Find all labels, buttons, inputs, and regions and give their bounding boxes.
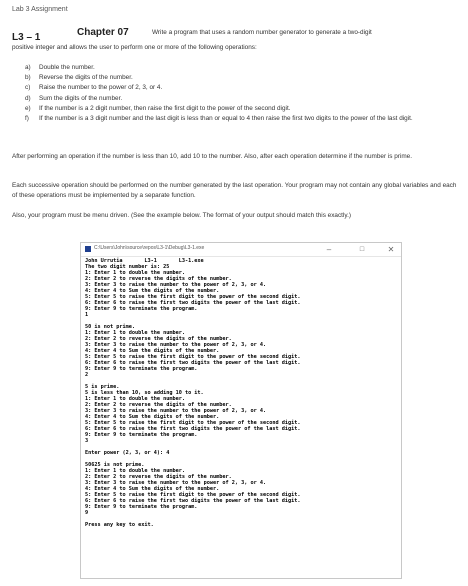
console-line: 9: Enter 9 to terminate the program. xyxy=(85,504,198,510)
console-line: 50625 is not prime. xyxy=(85,462,145,468)
console-line: 6: Enter 6 to raise the first two digits the power of the last digit. xyxy=(85,498,301,504)
console-line: 1: Enter 1 to double the number. xyxy=(85,468,185,474)
console-line: 9: Enter 9 to terminate the program. xyxy=(85,432,198,438)
console-line: 2: Enter 2 to reverse the digits of the number. xyxy=(85,276,232,282)
console-line: 5: Enter 5 to raise the first digit to the power of the second digit. xyxy=(85,294,301,300)
paragraph-menu-driven: Also, your program must be menu driven. (See the example below. The format of your output should match this exactly.) xyxy=(12,212,351,219)
list-item-text: Sum the digits of the number. xyxy=(39,94,123,102)
console-line: 5: Enter 5 to raise the first digit to the power of the second digit. xyxy=(85,354,301,360)
maximize-icon[interactable]: □ xyxy=(359,246,365,253)
console-line: 5 is less than 10, so adding 10 to it. xyxy=(85,390,204,396)
console-line: 5: Enter 5 to raise the first digit to the power of the second digit. xyxy=(85,420,301,426)
console-window-title: C:\Users\John\source\repos\L3-1\Debug\L3-1.exe xyxy=(94,245,205,251)
console-line: John Urrutia L3-1 L3-1.exe xyxy=(85,258,204,264)
chapter-title: Chapter 07 xyxy=(77,27,129,38)
console-line: 6: Enter 6 to raise the first two digits the power of the last digit. xyxy=(85,426,301,432)
console-line: 4: Enter 4 to Sum the digits of the number. xyxy=(85,348,220,354)
assignment-header xyxy=(12,27,458,45)
console-line: 6: Enter 6 to raise the first two digits the power of the last digit. xyxy=(85,360,301,366)
console-line: 5 is prime. xyxy=(85,384,120,390)
console-line: 2: Enter 2 to reverse the digits of the number. xyxy=(85,474,232,480)
list-item xyxy=(25,83,455,93)
console-line: 1: Enter 1 to double the number. xyxy=(85,330,185,336)
console-line: 3: Enter 3 to raise the number to the power of 2, 3, or 4. xyxy=(85,282,267,288)
list-marker: c) xyxy=(25,84,31,92)
document-label: Lab 3 Assignment xyxy=(12,6,68,13)
list-marker: b) xyxy=(25,74,31,82)
console-line: 4: Enter 4 to Sum the digits of the number. xyxy=(85,486,220,492)
console-app-icon xyxy=(85,246,91,252)
list-marker: a) xyxy=(25,64,31,71)
console-line: 2: Enter 2 to reverse the digits of the number. xyxy=(85,402,232,408)
console-line: 4: Enter 4 to Sum the digits of the number. xyxy=(85,288,220,294)
console-output xyxy=(81,257,401,528)
console-line: 4: Enter 4 to Sum the digits of the number. xyxy=(85,414,220,420)
console-line: 2: Enter 2 to reverse the digits of the number. xyxy=(85,336,232,342)
console-line: 1: Enter 1 to double the number. xyxy=(85,270,185,276)
list-item-text: If the number is a 2 digit number, then raise the first digit to the power of the second digit. xyxy=(39,104,291,112)
console-line: 2 xyxy=(85,372,89,378)
list-item xyxy=(25,73,455,83)
list-item xyxy=(25,63,455,73)
operations-list xyxy=(25,63,455,124)
list-marker: f) xyxy=(25,115,29,123)
console-line: 3 xyxy=(85,438,89,444)
console-line: 9: Enter 9 to terminate the program. xyxy=(85,366,198,372)
console-line: 3: Enter 3 to raise the number to the power of 2, 3, or 4. xyxy=(85,480,267,486)
list-item xyxy=(25,114,455,124)
minimize-icon[interactable]: – xyxy=(326,245,332,254)
console-line: The two digit number is: 25 xyxy=(85,264,170,270)
list-marker: d) xyxy=(25,94,31,102)
list-item xyxy=(25,94,455,104)
console-line: Enter power (2, 3, or 4): 4 xyxy=(85,450,170,456)
assignment-lead-continued: positive integer and allows the user to perform one or more of the following operations: xyxy=(12,44,257,51)
console-line: 1 xyxy=(85,312,89,318)
console-line: 5: Enter 5 to raise the first digit to the power of the second digit. xyxy=(85,492,301,498)
console-line: 9 xyxy=(85,510,89,516)
console-line: 1: Enter 1 to double the number. xyxy=(85,396,185,402)
list-item xyxy=(25,104,455,114)
lab-number: L3 – 1 xyxy=(12,32,41,43)
paragraph-after-operation: After performing an operation if the number is less than 10, add 10 to the number. Also, after each operation determine if the number is prime. xyxy=(12,153,412,160)
console-titlebar[interactable] xyxy=(81,243,401,257)
console-line: 3: Enter 3 to raise the number to the power of 2, 3, or 4. xyxy=(85,408,267,414)
list-item-text: Raise the number to the power of 2, 3, or 4. xyxy=(39,84,163,92)
assignment-lead: Write a program that uses a random number generator to generate a two-digit xyxy=(152,29,372,36)
console-line: 6: Enter 6 to raise the first two digits the power of the last digit. xyxy=(85,300,301,306)
list-marker: e) xyxy=(25,104,31,112)
console-line: 3: Enter 3 to raise the number to the power of 2, 3, or 4. xyxy=(85,342,267,348)
list-item-text: If the number is a 3 digit number and the last digit is less than or equal to 4 then raise the first two digits to the power of the last digit. xyxy=(39,115,413,123)
list-item-text: Double the number. xyxy=(39,64,95,71)
paragraph-successive-operations: Each successive operation should be performed on the number generated by the last operation. Your program may not contain any global variables and each of these operations must be implemented by a separate function. xyxy=(12,182,457,200)
console-line: Press any key to exit. xyxy=(85,522,154,528)
list-item-text: Reverse the digits of the number. xyxy=(39,74,133,82)
console-window xyxy=(80,242,402,579)
console-line: 50 is not prime. xyxy=(85,324,135,330)
close-icon[interactable]: ✕ xyxy=(387,245,395,254)
console-line: 9: Enter 9 to terminate the program. xyxy=(85,306,198,312)
